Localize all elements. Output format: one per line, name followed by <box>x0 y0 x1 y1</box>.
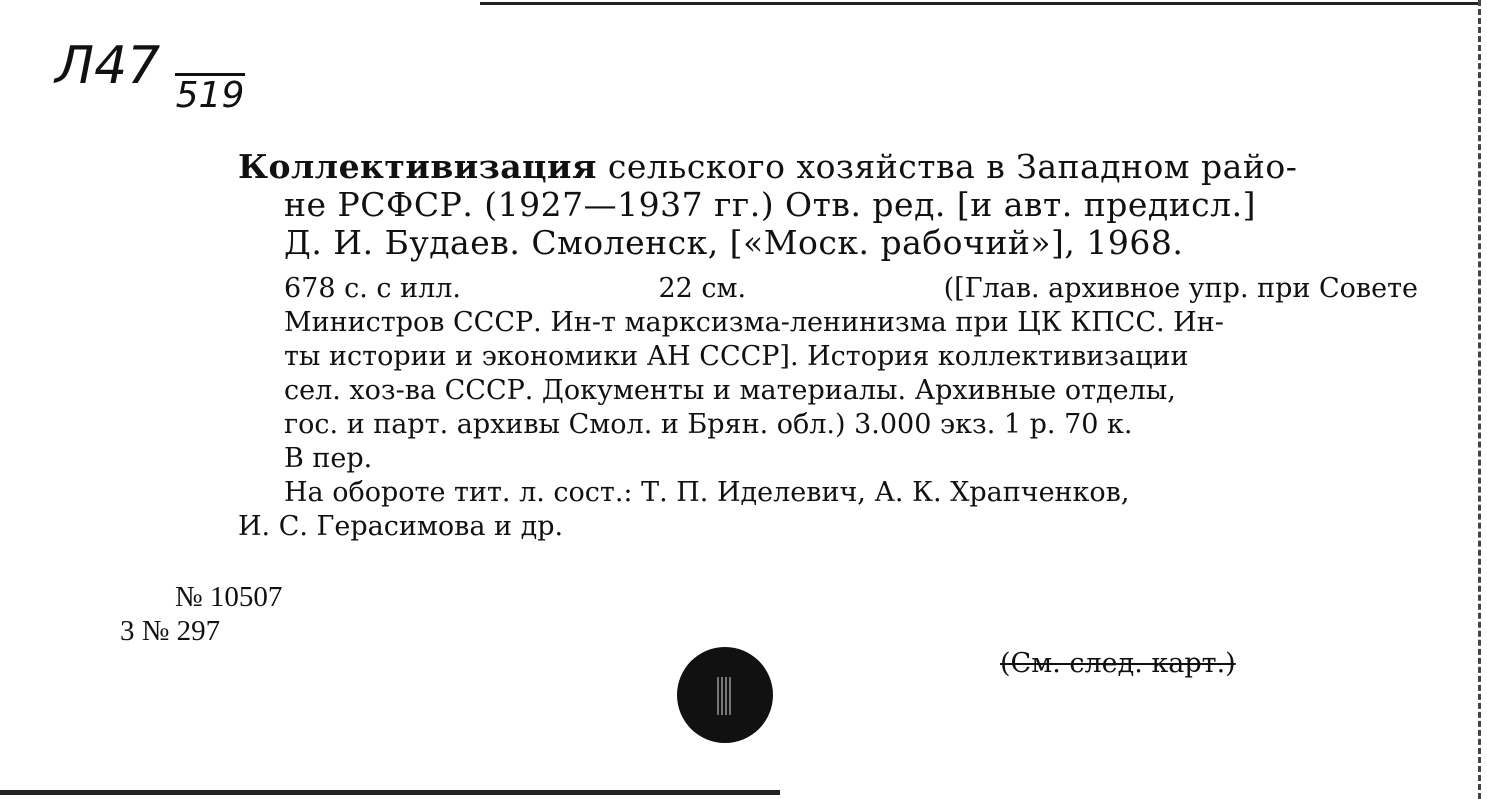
physical-description <box>238 272 1418 544</box>
shelfmark-denominator: 519 <box>175 75 245 116</box>
description-line: ты истории и экономики АН СССР]. История коллективизации <box>284 341 1189 372</box>
series-start: ([Глав. архивное упр. при Совете <box>943 273 1418 304</box>
card-bottom-edge <box>0 790 780 795</box>
card-top-edge <box>480 2 1480 11</box>
continued-note <box>1000 648 1236 679</box>
inventory-number: № 10507 <box>175 581 283 613</box>
description-line: Министров СССР. Ин-т марксизма-ленинизма при ЦК КПСС. Ин- <box>284 307 1224 338</box>
title-line: Д. И. Будаев. Смоленск, [«Моск. рабочий»], 1968. <box>284 223 1184 262</box>
pages: 678 с. с илл. <box>284 273 461 304</box>
title-line-rest: сельского хозяйства в Западном райо- <box>596 147 1298 186</box>
shelfmark: Л47 <box>55 36 161 96</box>
description-line: В пер. <box>284 443 373 474</box>
title-line <box>238 148 1428 186</box>
inventory-numbers <box>120 580 282 648</box>
description-line: гос. и парт. архивы Смол. и Брян. обл.) 3.000 экз. 1 р. 70 к. <box>284 409 1133 440</box>
description-line: На обороте тит. л. сост.: Т. П. Иделевич, А. К. Храпченков, <box>284 477 1130 508</box>
continued-note-text: (См. след. карт.) <box>1000 648 1236 679</box>
description-line: И. С. Герасимова и др. <box>238 511 564 542</box>
title-line: не РСФСР. (1927—1937 гг.) Отв. ред. [и авт. предисл.] <box>284 185 1256 224</box>
shelfmark-fraction <box>175 45 245 114</box>
title-heading-word: Коллективизация <box>238 147 597 186</box>
description-line <box>238 272 1418 306</box>
description-line: сел. хоз-ва СССР. Документы и материалы. Архивные отделы, <box>284 375 1176 406</box>
inventory-number: 3 № 297 <box>120 615 221 647</box>
card-punch-hole <box>677 647 773 743</box>
bibliographic-title <box>238 148 1428 262</box>
card-right-edge <box>1475 0 1481 799</box>
size: 22 см. <box>658 273 747 304</box>
